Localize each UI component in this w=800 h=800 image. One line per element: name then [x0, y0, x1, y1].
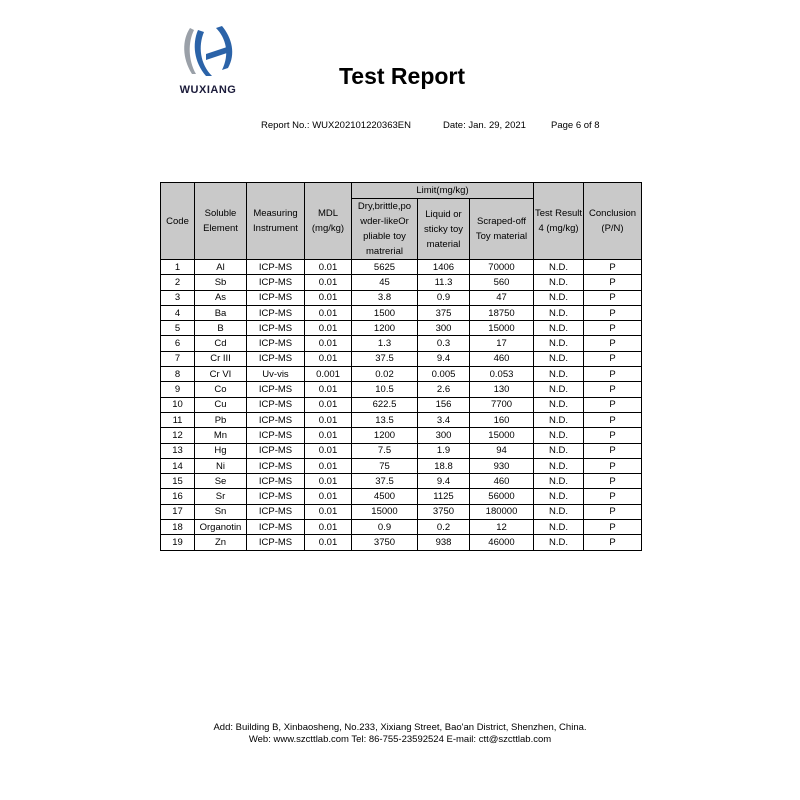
cell-liquid: 300 [418, 428, 470, 443]
cell-dry: 37.5 [352, 351, 418, 366]
header-limit-dry: Dry,brittle,po wder-likeOr pliable toy matrerial [352, 199, 418, 260]
cell-code: 5 [161, 321, 195, 336]
cell-dry: 1200 [352, 321, 418, 336]
cell-scraped: 560 [470, 275, 534, 290]
cell-scraped: 180000 [470, 504, 534, 519]
header-conclusion: Conclusion (P/N) [584, 183, 642, 260]
cell-instrument: ICP-MS [247, 275, 305, 290]
cell-instrument: ICP-MS [247, 290, 305, 305]
table-row [161, 336, 642, 351]
cell-scraped: 160 [470, 412, 534, 427]
cell-result: N.D. [534, 443, 584, 458]
cell-liquid: 3.4 [418, 412, 470, 427]
cell-instrument: ICP-MS [247, 336, 305, 351]
cell-result: N.D. [534, 290, 584, 305]
cell-code: 13 [161, 443, 195, 458]
page-title: Test Report [338, 63, 466, 89]
cell-code: 10 [161, 397, 195, 412]
cell-liquid: 9.4 [418, 351, 470, 366]
cell-code: 3 [161, 290, 195, 305]
header-limit-liquid: Liquid or sticky toy material [418, 199, 470, 260]
cell-code: 19 [161, 535, 195, 550]
cell-instrument: ICP-MS [247, 535, 305, 550]
cell-result: N.D. [534, 397, 584, 412]
cell-dry: 1500 [352, 305, 418, 320]
cell-mdl: 0.01 [305, 382, 352, 397]
table-row [161, 504, 642, 519]
cell-mdl: 0.01 [305, 336, 352, 351]
cell-scraped: 17 [470, 336, 534, 351]
cell-code: 7 [161, 351, 195, 366]
cell-scraped: 15000 [470, 428, 534, 443]
cell-instrument: ICP-MS [247, 321, 305, 336]
cell-element: Ni [195, 458, 247, 473]
cell-result: N.D. [534, 305, 584, 320]
table-row [161, 520, 642, 535]
cell-mdl: 0.01 [305, 535, 352, 550]
footer [0, 722, 800, 746]
cell-mdl: 0.01 [305, 351, 352, 366]
cell-element: Cr VI [195, 367, 247, 382]
cell-liquid: 0.2 [418, 520, 470, 535]
cell-result: N.D. [534, 458, 584, 473]
table-row [161, 535, 642, 550]
cell-instrument: ICP-MS [247, 520, 305, 535]
cell-scraped: 460 [470, 474, 534, 489]
cell-instrument: ICP-MS [247, 397, 305, 412]
cell-mdl: 0.01 [305, 489, 352, 504]
cell-instrument: ICP-MS [247, 474, 305, 489]
cell-mdl: 0.01 [305, 428, 352, 443]
cell-mdl: 0.01 [305, 321, 352, 336]
cell-liquid: 9.4 [418, 474, 470, 489]
cell-conclusion: P [584, 290, 642, 305]
page-number: Page 6 of 8 [551, 120, 600, 131]
cell-scraped: 56000 [470, 489, 534, 504]
cell-liquid: 3750 [418, 504, 470, 519]
header-limit: Limit(mg/kg) [352, 183, 534, 199]
cell-mdl: 0.01 [305, 474, 352, 489]
cell-code: 16 [161, 489, 195, 504]
cell-instrument: ICP-MS [247, 351, 305, 366]
cell-dry: 3750 [352, 535, 418, 550]
cell-scraped: 930 [470, 458, 534, 473]
cell-result: N.D. [534, 260, 584, 275]
table-row [161, 382, 642, 397]
table-row [161, 443, 642, 458]
logo-text: WUXIANG [179, 84, 237, 96]
cell-conclusion: P [584, 367, 642, 382]
cell-code: 17 [161, 504, 195, 519]
header-result: Test Result 4 (mg/kg) [534, 183, 584, 260]
cell-code: 4 [161, 305, 195, 320]
table-row [161, 260, 642, 275]
cell-scraped: 46000 [470, 535, 534, 550]
cell-mdl: 0.01 [305, 260, 352, 275]
test-results-table [160, 182, 642, 551]
cell-instrument: ICP-MS [247, 443, 305, 458]
cell-liquid: 0.3 [418, 336, 470, 351]
cell-mdl: 0.01 [305, 275, 352, 290]
cell-scraped: 15000 [470, 321, 534, 336]
cell-element: Cd [195, 336, 247, 351]
cell-conclusion: P [584, 412, 642, 427]
cell-conclusion: P [584, 260, 642, 275]
cell-dry: 7.5 [352, 443, 418, 458]
cell-dry: 622.5 [352, 397, 418, 412]
cell-result: N.D. [534, 351, 584, 366]
cell-mdl: 0.01 [305, 520, 352, 535]
cell-liquid: 375 [418, 305, 470, 320]
cell-element: Hg [195, 443, 247, 458]
cell-liquid: 1.9 [418, 443, 470, 458]
cell-code: 2 [161, 275, 195, 290]
cell-conclusion: P [584, 535, 642, 550]
table-row [161, 412, 642, 427]
cell-liquid: 1125 [418, 489, 470, 504]
cell-result: N.D. [534, 367, 584, 382]
cell-conclusion: P [584, 520, 642, 535]
header-element: Soluble Element [195, 183, 247, 260]
cell-element: Sb [195, 275, 247, 290]
cell-mdl: 0.01 [305, 504, 352, 519]
cell-instrument: ICP-MS [247, 428, 305, 443]
header-limit-scraped: Scraped-off Toy material [470, 199, 534, 260]
table-body [161, 260, 642, 551]
cell-result: N.D. [534, 275, 584, 290]
cell-dry: 4500 [352, 489, 418, 504]
cell-instrument: Uv-vis [247, 367, 305, 382]
cell-liquid: 156 [418, 397, 470, 412]
cell-element: Sn [195, 504, 247, 519]
cell-result: N.D. [534, 321, 584, 336]
cell-conclusion: P [584, 382, 642, 397]
cell-conclusion: P [584, 397, 642, 412]
cell-liquid: 300 [418, 321, 470, 336]
cell-element: Zn [195, 535, 247, 550]
cell-element: Co [195, 382, 247, 397]
cell-liquid: 1406 [418, 260, 470, 275]
header-mdl: MDL (mg/kg) [305, 183, 352, 260]
cell-element: Organotin [195, 520, 247, 535]
cell-liquid: 938 [418, 535, 470, 550]
footer-contact: Web: www.szcttlab.com Tel: 86-755-23592524 E-mail: ctt@szcttlab.com [248, 734, 552, 745]
cell-element: Pb [195, 412, 247, 427]
header-instrument: Measuring Instrument [247, 183, 305, 260]
cell-result: N.D. [534, 474, 584, 489]
cell-element: Ba [195, 305, 247, 320]
cell-instrument: ICP-MS [247, 412, 305, 427]
cell-conclusion: P [584, 504, 642, 519]
cell-element: As [195, 290, 247, 305]
cell-code: 12 [161, 428, 195, 443]
report-date: Date: Jan. 29, 2021 [443, 120, 526, 131]
report-number: Report No.: WUX202101220363EN [261, 120, 411, 131]
cell-conclusion: P [584, 443, 642, 458]
cell-conclusion: P [584, 351, 642, 366]
table-row [161, 321, 642, 336]
cell-code: 9 [161, 382, 195, 397]
table-row [161, 367, 642, 382]
cell-element: Cr III [195, 351, 247, 366]
cell-code: 15 [161, 474, 195, 489]
cell-conclusion: P [584, 428, 642, 443]
table-row [161, 305, 642, 320]
cell-dry: 0.9 [352, 520, 418, 535]
cell-conclusion: P [584, 305, 642, 320]
cell-element: Sr [195, 489, 247, 504]
table-row [161, 428, 642, 443]
cell-result: N.D. [534, 489, 584, 504]
cell-scraped: 7700 [470, 397, 534, 412]
cell-result: N.D. [534, 412, 584, 427]
cell-instrument: ICP-MS [247, 305, 305, 320]
cell-dry: 13.5 [352, 412, 418, 427]
cell-liquid: 0.005 [418, 367, 470, 382]
cell-code: 8 [161, 367, 195, 382]
table-row [161, 397, 642, 412]
table-row [161, 474, 642, 489]
table-row [161, 290, 642, 305]
cell-liquid: 2.6 [418, 382, 470, 397]
cell-code: 6 [161, 336, 195, 351]
cell-code: 1 [161, 260, 195, 275]
footer-address: Add: Building B, Xinbaosheng, No.233, Xixiang Street, Bao'an District, Shenzhen, China. [213, 722, 587, 733]
cell-result: N.D. [534, 336, 584, 351]
cell-instrument: ICP-MS [247, 489, 305, 504]
cell-dry: 75 [352, 458, 418, 473]
cell-scraped: 0.053 [470, 367, 534, 382]
cell-scraped: 18750 [470, 305, 534, 320]
cell-dry: 37.5 [352, 474, 418, 489]
table-row [161, 351, 642, 366]
cell-scraped: 47 [470, 290, 534, 305]
cell-mdl: 0.01 [305, 443, 352, 458]
table-row [161, 275, 642, 290]
cell-scraped: 130 [470, 382, 534, 397]
cell-scraped: 12 [470, 520, 534, 535]
cell-element: Se [195, 474, 247, 489]
cell-scraped: 460 [470, 351, 534, 366]
cell-instrument: ICP-MS [247, 382, 305, 397]
cell-instrument: ICP-MS [247, 260, 305, 275]
cell-code: 11 [161, 412, 195, 427]
cell-mdl: 0.001 [305, 367, 352, 382]
cell-dry: 45 [352, 275, 418, 290]
cell-element: Al [195, 260, 247, 275]
cell-dry: 15000 [352, 504, 418, 519]
cell-dry: 1.3 [352, 336, 418, 351]
cell-scraped: 94 [470, 443, 534, 458]
cell-result: N.D. [534, 520, 584, 535]
cell-mdl: 0.01 [305, 305, 352, 320]
cell-dry: 10.5 [352, 382, 418, 397]
cell-conclusion: P [584, 321, 642, 336]
cell-mdl: 0.01 [305, 412, 352, 427]
table-row [161, 489, 642, 504]
cell-element: Mn [195, 428, 247, 443]
cell-element: B [195, 321, 247, 336]
cell-dry: 1200 [352, 428, 418, 443]
cell-code: 18 [161, 520, 195, 535]
cell-liquid: 11.3 [418, 275, 470, 290]
cell-conclusion: P [584, 275, 642, 290]
cell-result: N.D. [534, 428, 584, 443]
cell-element: Cu [195, 397, 247, 412]
cell-mdl: 0.01 [305, 290, 352, 305]
cell-conclusion: P [584, 489, 642, 504]
cell-result: N.D. [534, 535, 584, 550]
table-row [161, 458, 642, 473]
cell-conclusion: P [584, 474, 642, 489]
cell-dry: 3.8 [352, 290, 418, 305]
cell-liquid: 18.8 [418, 458, 470, 473]
cell-conclusion: P [584, 336, 642, 351]
header-code: Code [161, 183, 195, 260]
cell-dry: 5625 [352, 260, 418, 275]
cell-code: 14 [161, 458, 195, 473]
cell-mdl: 0.01 [305, 458, 352, 473]
cell-dry: 0.02 [352, 367, 418, 382]
cell-conclusion: P [584, 458, 642, 473]
cell-instrument: ICP-MS [247, 504, 305, 519]
cell-liquid: 0.9 [418, 290, 470, 305]
cell-result: N.D. [534, 382, 584, 397]
cell-scraped: 70000 [470, 260, 534, 275]
cell-mdl: 0.01 [305, 397, 352, 412]
cell-instrument: ICP-MS [247, 458, 305, 473]
cell-result: N.D. [534, 504, 584, 519]
